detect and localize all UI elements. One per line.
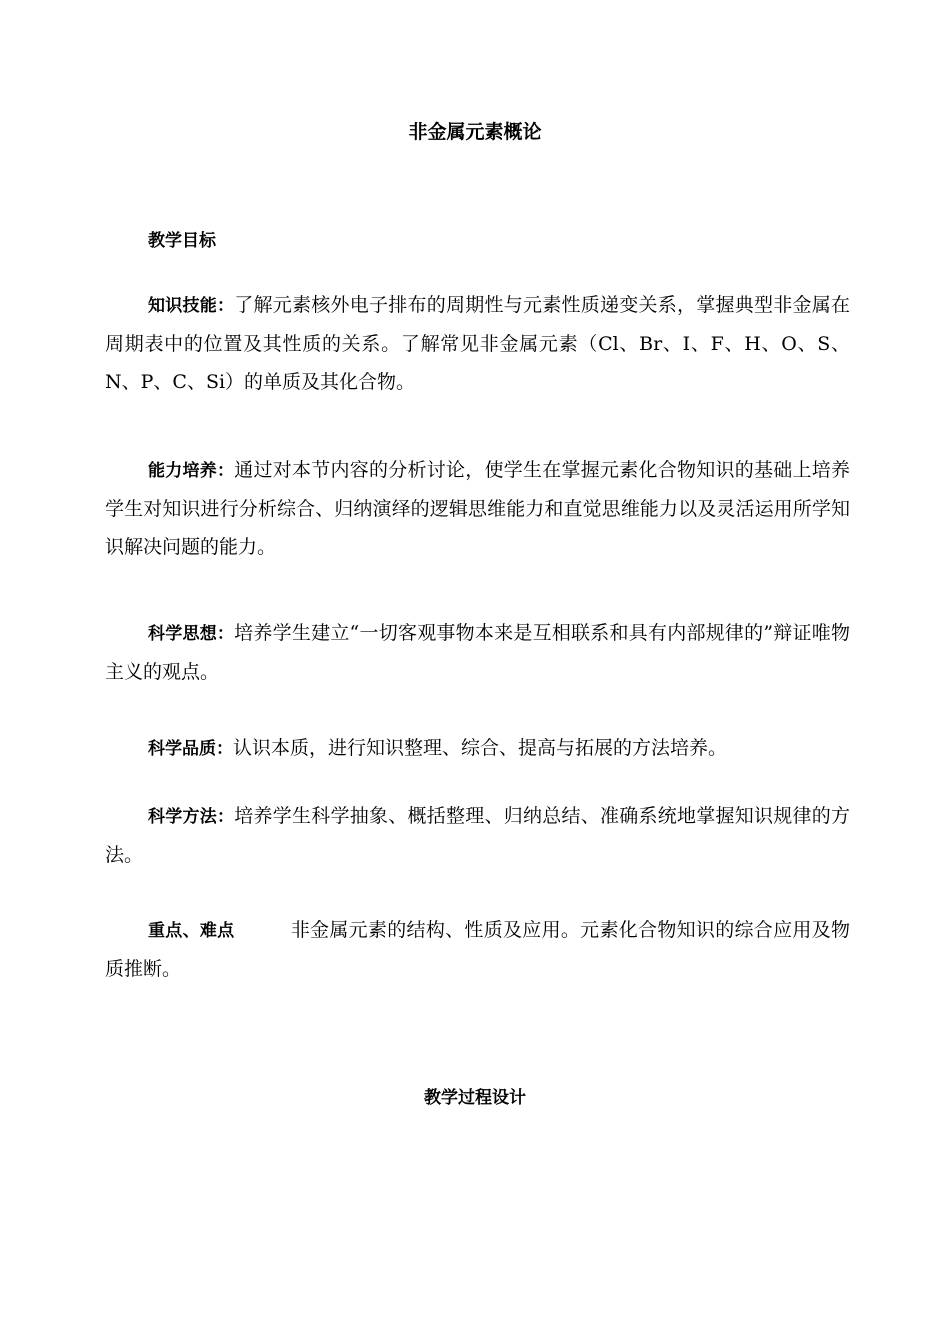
paragraph-text: 培养学生建立“一切客观事物本来是互相联系和具有内部规律的”辩证唯物主义的观点。	[105, 622, 851, 683]
paragraph-label: 科学方法：	[148, 807, 235, 827]
paragraph-label: 科学思想：	[148, 624, 235, 644]
section-heading-process-design: 教学过程设计	[424, 1088, 526, 1108]
paragraph-knowledge-skills	[105, 286, 850, 401]
paragraph-label: 知识技能：	[148, 296, 235, 316]
document-title: 非金属元素概论	[408, 121, 542, 143]
paragraph-text: 认识本质，进行知识整理、综合、提高与拓展的方法培养。	[233, 737, 728, 759]
paragraph-text: 通过对本节内容的分析讨论，使学生在掌握元素化合物知识的基础上培养学生对知识进行分析综合、归纳演绎的逻辑思维能力和直觉思维能力以及灵活运用所学知识解决问题的能力。	[105, 459, 850, 558]
paragraph-scientific-method	[105, 797, 850, 874]
paragraph-label: 能力培养：	[148, 461, 235, 481]
paragraph-text: 培养学生科学抽象、概括整理、归纳总结、准确系统地掌握知识规律的方法。	[105, 805, 850, 866]
paragraph-label: 科学品质：	[148, 739, 233, 759]
section-heading-teaching-goals: 教学目标	[148, 231, 216, 251]
paragraph-text: 非金属元素的结构、性质及应用。元素化合物知识的综合应用及物质推断。	[105, 919, 850, 980]
paragraph-label: 重点、难点	[148, 921, 235, 941]
paragraph-ability-training	[105, 451, 850, 566]
paragraph-text: 了解元素核外电子排布的周期性与元素性质递变关系，掌握典型非金属在周期表中的位置及其性质的关系。了解常见非金属元素（Cl、Br、I、F、H、O、S、N、P、C、Si）的单质及其化合物。	[105, 294, 850, 393]
paragraph-scientific-quality	[105, 729, 850, 768]
paragraph-scientific-thought	[105, 614, 850, 691]
paragraph-key-difficult-points	[105, 911, 850, 988]
